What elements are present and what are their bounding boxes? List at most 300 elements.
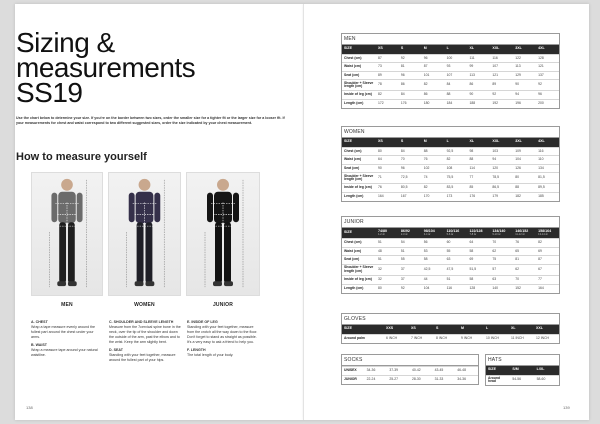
men-value-cell: 90	[513, 80, 536, 91]
socks-value-cell: 37-39	[387, 367, 410, 376]
figure-label: WOMEN	[134, 302, 155, 308]
instruction-text: Measure from the 7cervical spine bone in the neck, over the tip of the shoulder and down the outside of the arm, past the elbow and to the wrist. Keep the arm slightly bent.	[109, 325, 181, 344]
junior-header-cell	[468, 228, 491, 239]
women-table-row	[342, 184, 559, 193]
instruction-text: The total length of your body.	[187, 353, 234, 357]
men-value-cell: 84	[399, 91, 422, 100]
men-value-cell: 107	[490, 63, 513, 72]
gloves-header-cell: XL	[509, 325, 534, 334]
women-value-cell: 88	[468, 156, 491, 165]
men-value-cell: 121	[490, 71, 513, 80]
instruction-text: Wrap a tape measure evenly around the fullest part around the chest under your arms.	[31, 325, 96, 339]
gloves-header-cell: S	[434, 325, 459, 334]
junior-value-cell: 58	[468, 247, 491, 256]
junior-value-cell: 80	[376, 284, 399, 293]
socks-row-label: UNISEX	[342, 367, 365, 376]
women-value-cell: 96	[399, 164, 422, 173]
women-value-cell: 102	[422, 164, 445, 173]
socks-table-caption: SOCKS	[342, 355, 478, 366]
women-value-cell: 92,5	[445, 147, 468, 156]
women-value-cell: 185	[536, 192, 559, 201]
men-value-cell: 96	[422, 54, 445, 63]
instruction-text: Standing with your feet together, measure around the fullest part of your hips.	[109, 353, 176, 362]
hats-header-row	[486, 366, 559, 375]
women-value-cell: 77	[468, 173, 491, 184]
socks-value-cell: 34-36	[455, 375, 478, 384]
hats-value-cell: 54-56	[510, 375, 534, 385]
junior-value-cell: 58	[468, 275, 491, 284]
instruction-heading: F. LENGTH	[187, 348, 206, 352]
women-value-cell: 64	[376, 156, 399, 165]
junior-header-main: 74/80	[378, 228, 387, 233]
socks-size-table	[341, 354, 479, 385]
men-value-cell: 78	[376, 80, 399, 91]
junior-value-cell: 63	[490, 275, 513, 284]
women-value-cell: 80	[376, 147, 399, 156]
hats-value-cell: 58-60	[535, 375, 559, 385]
men-value-cell: 113	[513, 63, 536, 72]
title-line: Sizing &	[16, 27, 115, 58]
junior-value-cell: 37	[399, 264, 422, 275]
women-value-cell: 84	[399, 147, 422, 156]
women-header-cell: S	[399, 138, 422, 147]
women-value-cell: 82	[422, 184, 445, 193]
men-row-label: Inside of leg (cm)	[342, 91, 376, 100]
men-value-cell: 116	[490, 54, 513, 63]
women-value-cell: 164	[376, 192, 399, 201]
person-silhouette	[109, 173, 180, 295]
gloves-table-caption: GLOVES	[342, 314, 559, 325]
men-header-cell: 3XL	[513, 45, 536, 54]
men-header-row	[342, 45, 559, 54]
men-table-caption: MEN	[342, 34, 559, 45]
women-value-cell: 86,5	[490, 184, 513, 193]
junior-value-cell: 44	[422, 275, 445, 284]
junior-header-cell	[422, 228, 445, 239]
gloves-header-cell: XXL	[534, 325, 559, 334]
junior-value-cell: 87	[536, 256, 559, 265]
junior-value-cell: 69	[468, 256, 491, 265]
women-value-cell: 173	[445, 192, 468, 201]
men-table-row	[342, 99, 559, 108]
men-value-cell: 89	[490, 80, 513, 91]
junior-value-cell: 53	[422, 247, 445, 256]
men-value-cell: 129	[513, 71, 536, 80]
junior-value-cell: 76	[513, 239, 536, 248]
junior-row-label: Length (cm)	[342, 284, 376, 293]
junior-table-row	[342, 247, 559, 256]
socks-value-cell: 46-48	[455, 367, 478, 376]
men-value-cell: 90	[468, 91, 491, 100]
men-header-cell: SIZE	[342, 45, 376, 54]
junior-value-cell: 128	[468, 284, 491, 293]
instruction-column	[31, 320, 101, 361]
men-size-table	[341, 33, 560, 109]
women-value-cell: 98	[468, 147, 491, 156]
junior-value-cell: 63	[445, 256, 468, 265]
men-table-row	[342, 63, 559, 72]
hats-header-cell: S/M	[510, 366, 534, 375]
women-header-cell: 3XL	[513, 138, 536, 147]
gloves-header-cell: SIZE	[342, 325, 384, 334]
hats-header-cell: SIZE	[486, 366, 510, 375]
men-value-cell: 92	[399, 54, 422, 63]
junior-header-cell	[399, 228, 422, 239]
socks-value-cell: 43-45	[433, 367, 456, 376]
men-value-cell: 86	[399, 80, 422, 91]
men-header-cell: XXL	[490, 45, 513, 54]
men-value-cell: 176	[399, 99, 422, 108]
women-value-cell: 116	[536, 147, 559, 156]
gloves-header-cell: L	[484, 325, 509, 334]
women-row-label: Chest (cm)	[342, 147, 376, 156]
hats-row-label: Around head	[486, 375, 510, 385]
junior-value-cell: 42,5	[422, 264, 445, 275]
instruction-heading: E. INSIDE OF LEG	[187, 320, 218, 324]
men-value-cell: 82	[376, 91, 399, 100]
men-row-label: Length (cm)	[342, 99, 376, 108]
title-line: SS19	[16, 77, 83, 108]
junior-row-label: Inside of leg (cm)	[342, 275, 376, 284]
junior-header-sub: 3-4 år	[423, 233, 431, 237]
women-value-cell: 81,5	[536, 173, 559, 184]
women-value-cell: 110	[536, 156, 559, 165]
socks-table-row	[342, 367, 478, 376]
junior-value-cell: 92	[399, 284, 422, 293]
junior-header-main: 122/128	[469, 228, 483, 233]
junior-header-sub: 11-12 år	[515, 233, 525, 237]
instruction-column	[109, 320, 181, 366]
spine-divider	[303, 4, 304, 420]
junior-header-main: 98/104	[423, 228, 435, 233]
junior-value-cell: 67	[536, 264, 559, 275]
women-value-cell: 167	[399, 192, 422, 201]
socks-value-cell: 34-36	[365, 367, 388, 376]
junior-row-label: Seat (cm)	[342, 256, 376, 265]
women-value-cell: 83,5	[445, 184, 468, 193]
women-value-cell: 80	[513, 173, 536, 184]
men-value-cell: 87	[376, 54, 399, 63]
men-value-cell: 122	[513, 54, 536, 63]
instruction-text: Wrap a measure tape around your natural waistline.	[31, 348, 98, 357]
men-value-cell: 100	[445, 54, 468, 63]
junior-header-main: 158/164	[538, 228, 552, 233]
instruction-heading: A. CHEST	[31, 320, 48, 324]
instruction-text: Standing with your feet together, measure from the crotch all the way down to the floor. Don't forget to stand as straight as possible. It's a very easy to ask a friend to help you.	[187, 325, 258, 344]
women-table-row	[342, 192, 559, 201]
junior-header-main: 146/152	[515, 228, 529, 233]
junior-header-cell	[490, 228, 513, 239]
junior-header-sub: 13-14 år	[538, 233, 548, 237]
junior-value-cell: 104	[422, 284, 445, 293]
men-value-cell: 84	[445, 80, 468, 91]
junior-value-cell: 51	[399, 247, 422, 256]
women-header-cell: XL	[468, 138, 491, 147]
men-value-cell: 128	[536, 54, 559, 63]
junior-header-main: 86/92	[400, 228, 410, 233]
junior-value-cell: 81	[513, 256, 536, 265]
men-value-cell: 200	[536, 99, 559, 108]
gloves-value-cell: 8 INCH	[434, 334, 459, 343]
junior-header-main: 110/116	[446, 228, 460, 233]
page-number-right: 139	[563, 405, 570, 410]
men-value-cell: 111	[468, 54, 491, 63]
socks-row-label: JUNIOR	[342, 375, 365, 384]
men-value-cell: 99	[468, 63, 491, 72]
men-value-cell: 89	[376, 71, 399, 80]
women-value-cell: 170	[422, 192, 445, 201]
junior-header-cell	[536, 228, 559, 239]
junior-row-label: Waist (cm)	[342, 247, 376, 256]
men-value-cell: 184	[445, 99, 468, 108]
women-table-caption: WOMEN	[342, 127, 559, 138]
men-value-cell: 86	[468, 80, 491, 91]
socks-value-cell: 25-27	[387, 375, 410, 384]
men-table-row	[342, 91, 559, 100]
gloves-header-row	[342, 325, 559, 334]
gloves-value-cell: 10 INCH	[484, 334, 509, 343]
men-value-cell: 192	[490, 99, 513, 108]
how-to-heading: How to measure yourself	[16, 151, 147, 163]
gloves-value-cell: 7 INCH	[409, 334, 434, 343]
junior-value-cell: 48	[376, 247, 399, 256]
women-header-row	[342, 138, 559, 147]
men-value-cell: 121	[536, 63, 559, 72]
junior-size-table	[341, 216, 560, 294]
women-value-cell: 75,5	[445, 173, 468, 184]
men-header-cell: XS	[376, 45, 399, 54]
women-value-cell: 120	[490, 164, 513, 173]
junior-header-sub: 7-8 år	[469, 233, 477, 237]
junior-header-row	[342, 228, 559, 239]
junior-row-label: Chest (cm)	[342, 239, 376, 248]
women-value-cell: 74	[422, 173, 445, 184]
women-value-cell: 80,5	[399, 184, 422, 193]
women-row-label: Waist (cm)	[342, 156, 376, 165]
socks-value-cell: 31-33	[433, 375, 456, 384]
women-value-cell: 70	[399, 156, 422, 165]
men-row-label: Seat (cm)	[342, 71, 376, 80]
women-value-cell: 94	[490, 156, 513, 165]
title-line: measurements	[16, 52, 196, 83]
women-value-cell: 85	[468, 184, 491, 193]
junior-header-cell	[445, 228, 468, 239]
women-value-cell: 88	[513, 184, 536, 193]
junior-table-row	[342, 275, 559, 284]
women-row-label: Inside of leg (cm)	[342, 184, 376, 193]
hats-size-table	[485, 354, 560, 386]
men-value-cell: 137	[536, 71, 559, 80]
figure-photo	[31, 172, 103, 296]
men-value-cell: 93	[445, 63, 468, 72]
women-header-cell: 4XL	[536, 138, 559, 147]
junior-value-cell: 62	[513, 264, 536, 275]
women-row-label: Length (cm)	[342, 192, 376, 201]
women-value-cell: 104	[513, 156, 536, 165]
gloves-value-cell: 12 INCH	[534, 334, 559, 343]
men-header-cell: S	[399, 45, 422, 54]
women-value-cell: 108	[445, 164, 468, 173]
women-table-row	[342, 147, 559, 156]
page-title	[16, 27, 196, 108]
women-value-cell: 134	[536, 164, 559, 173]
women-header-cell: M	[422, 138, 445, 147]
men-value-cell: 196	[513, 99, 536, 108]
junior-value-cell: 62	[490, 247, 513, 256]
women-value-cell: 179	[490, 192, 513, 201]
men-value-cell: 86	[422, 91, 445, 100]
women-table-row	[342, 156, 559, 165]
figure-label: JUNIOR	[212, 302, 234, 308]
men-value-cell: 172	[376, 99, 399, 108]
junior-value-cell: 55	[399, 256, 422, 265]
junior-header-sub: 2-3 år	[400, 233, 408, 237]
gloves-row-label: Around palm	[342, 334, 384, 343]
socks-value-cell: 28-30	[410, 375, 433, 384]
instruction-heading: C. SHOULDER AND SLEEVE LENGTH	[109, 320, 174, 324]
person-silhouette	[187, 173, 259, 295]
junior-table-row	[342, 239, 559, 248]
men-header-cell: XL	[468, 45, 491, 54]
men-value-cell: 101	[422, 71, 445, 80]
junior-value-cell: 152	[513, 284, 536, 293]
junior-value-cell: 64	[468, 239, 491, 248]
person-silhouette	[32, 173, 102, 295]
men-table-row	[342, 54, 559, 63]
junior-value-cell: 32	[376, 275, 399, 284]
junior-value-cell: 77	[536, 275, 559, 284]
junior-header-sub: 9-10 år	[492, 233, 501, 237]
women-value-cell: 114	[468, 164, 491, 173]
women-value-cell: 76	[376, 184, 399, 193]
junior-row-label: Shoulder + Sleeve length (cm)	[342, 264, 376, 275]
junior-header-cell	[342, 228, 376, 239]
instruction-heading: D. SEAT	[109, 348, 123, 352]
page-number-left: 138	[26, 405, 33, 410]
junior-value-cell: 51	[445, 275, 468, 284]
junior-value-cell: 70	[490, 239, 513, 248]
men-value-cell: 96	[536, 91, 559, 100]
women-row-label: Seat (cm)	[342, 164, 376, 173]
men-table-row	[342, 71, 559, 80]
figure-photo	[186, 172, 260, 296]
junior-value-cell: 69	[536, 247, 559, 256]
junior-value-cell: 164	[536, 284, 559, 293]
men-table-row	[342, 80, 559, 91]
women-value-cell: 88	[422, 147, 445, 156]
junior-value-cell: 51	[376, 239, 399, 248]
men-value-cell: 92	[536, 80, 559, 91]
men-value-cell: 113	[468, 71, 491, 80]
women-value-cell: 78,5	[490, 173, 513, 184]
junior-value-cell: 51	[376, 256, 399, 265]
women-value-cell: 72,5	[399, 173, 422, 184]
men-value-cell: 88	[445, 91, 468, 100]
men-value-cell: 81	[399, 63, 422, 72]
gloves-header-cell: M	[459, 325, 484, 334]
women-value-cell: 76	[422, 156, 445, 165]
men-row-label: Shoulder + Sleeve length (cm)	[342, 80, 376, 91]
junior-header-main: SIZE	[344, 230, 352, 235]
women-value-cell: 176	[468, 192, 491, 201]
men-value-cell: 107	[445, 71, 468, 80]
women-table-row	[342, 173, 559, 184]
men-header-cell: L	[445, 45, 468, 54]
women-table-row	[342, 164, 559, 173]
women-value-cell: 126	[513, 164, 536, 173]
women-header-cell: L	[445, 138, 468, 147]
women-header-cell: XS	[376, 138, 399, 147]
figure-label: MEN	[61, 302, 73, 308]
junior-value-cell: 58	[422, 256, 445, 265]
junior-value-cell: 55	[445, 247, 468, 256]
men-value-cell: 87	[422, 63, 445, 72]
women-size-table	[341, 126, 560, 202]
socks-table-row	[342, 375, 478, 384]
men-value-cell: 94	[513, 91, 536, 100]
women-header-cell: XXL	[490, 138, 513, 147]
hats-header-cell: L/XL	[535, 366, 559, 375]
hats-table-row	[486, 375, 559, 385]
junior-header-sub: 1-2 år	[378, 233, 385, 237]
men-row-label: Waist (cm)	[342, 63, 376, 72]
men-value-cell: 82	[422, 80, 445, 91]
men-value-cell: 96	[399, 71, 422, 80]
intro-text: Use the chart below to determine your size. If you're on the border between two sizes, order the smaller size for a tighter fit or the larger size for a looser fit. If your measurements for chest and waist correspond to two different suggested sizes, order the size indicated by your chest measurement.	[16, 116, 285, 126]
junior-value-cell: 75	[490, 256, 513, 265]
women-value-cell: 182	[513, 192, 536, 201]
men-row-label: Chest (cm)	[342, 54, 376, 63]
women-value-cell: 82	[445, 156, 468, 165]
gloves-value-cell: 6 INCH	[384, 334, 409, 343]
junior-value-cell: 70	[513, 275, 536, 284]
gloves-table-row	[342, 334, 559, 343]
junior-table-row	[342, 284, 559, 293]
junior-value-cell: 54	[399, 239, 422, 248]
junior-header-cell	[513, 228, 536, 239]
junior-value-cell: 51,5	[468, 264, 491, 275]
women-value-cell: 90	[376, 164, 399, 173]
hats-table-caption: HATS	[486, 355, 559, 366]
instruction-heading: B. WAIST	[31, 343, 47, 347]
junior-header-cell	[376, 228, 399, 239]
junior-header-main: 134/140	[492, 228, 506, 233]
gloves-header-cell: XXS	[384, 325, 409, 334]
figure-photo	[108, 172, 181, 296]
instruction-column	[187, 320, 259, 361]
women-header-cell: SIZE	[342, 138, 376, 147]
junior-table-row	[342, 264, 559, 275]
socks-value-cell: 22-24	[365, 375, 388, 384]
junior-value-cell: 32	[376, 264, 399, 275]
women-value-cell: 103	[490, 147, 513, 156]
men-header-cell: M	[422, 45, 445, 54]
junior-value-cell: 140	[490, 284, 513, 293]
junior-table-caption: JUNIOR	[342, 217, 559, 228]
women-value-cell: 109	[513, 147, 536, 156]
junior-value-cell: 57	[490, 264, 513, 275]
men-value-cell: 180	[422, 99, 445, 108]
women-row-label: Shoulder + Sleeve length (cm)	[342, 173, 376, 184]
junior-value-cell: 47,5	[445, 264, 468, 275]
gloves-header-cell: XS	[409, 325, 434, 334]
junior-value-cell: 56	[422, 239, 445, 248]
junior-value-cell: 116	[445, 284, 468, 293]
junior-value-cell: 60	[445, 239, 468, 248]
junior-value-cell: 65	[513, 247, 536, 256]
men-value-cell: 92	[490, 91, 513, 100]
junior-value-cell: 37	[399, 275, 422, 284]
